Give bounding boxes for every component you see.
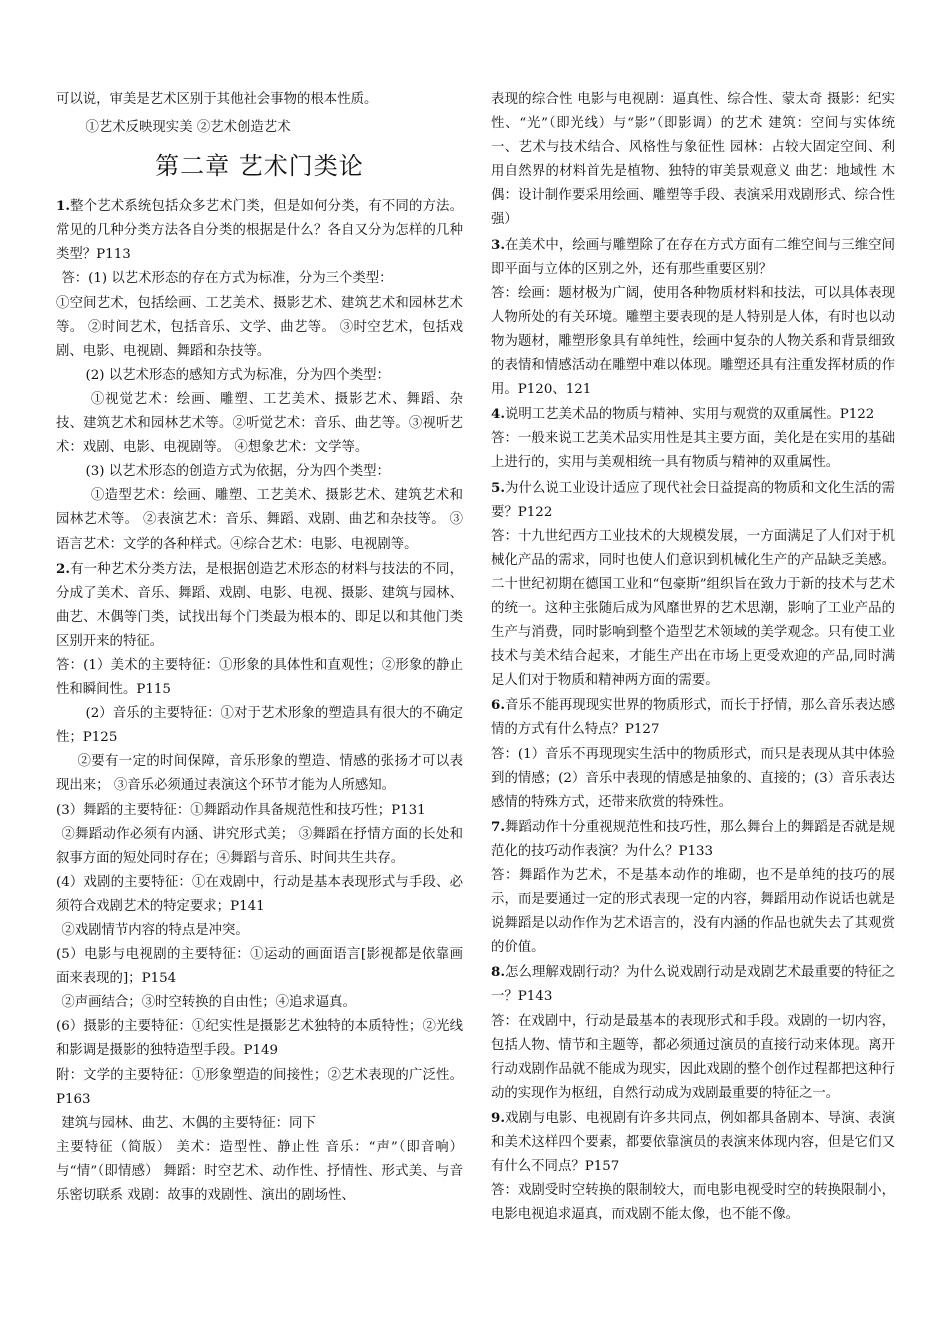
answer-2-part-7: ②戏剧情节内容的特点是冲突。 — [61, 923, 249, 938]
answer-2-part-11: 附：文学的主要特征：①形象塑造的间接性；②艺术表现的广泛性。P163 — [56, 1067, 463, 1107]
question-4 — [491, 402, 895, 427]
question-number: 9. — [491, 1109, 505, 1126]
answer-2-continued: 表现的综合性 电影与电视剧：逼真性、综合性、蒙太奇 摄影：纪实性、“光”（即光线）与“影”（即影调）的艺术 建筑：空间与实体统一、艺术与技术结合、风格性与象征性 园林：占较大固定空间、利用自然界的材料首先是植物、独特的审美景观意义 曲艺：地域性 木偶：设计制作要采用绘画、雕塑等手段、表演采用戏剧形式、综合性强） — [491, 92, 895, 228]
question-number: 2. — [56, 560, 70, 577]
left-column — [56, 88, 463, 1208]
question-7 — [491, 815, 895, 864]
question-number: 8. — [491, 964, 505, 981]
answer-2-part-2: (2）音乐的主要特征：①对于艺术形象的塑造具有很大的不确定性；P125 — [56, 706, 463, 746]
answer-8: 答：在戏剧中，行动是最基本的表现形式和手段。戏剧的一切内容，包括人物、情节和主题等，都必须通过演员的直接行动来体现。离开行动戏剧作品就不能成为现实，因此戏剧的整个创作过程都把这种行动的实现作为枢纽，自然行动成为戏剧最重要的特征之一。 — [491, 1013, 895, 1101]
question-text: 怎么理解戏剧行动？为什么说戏剧行动是戏剧艺术最重要的特征之一？P143 — [491, 965, 895, 1005]
question-number: 1. — [56, 198, 70, 215]
answer-2-part-12: 建筑与园林、曲艺、木偶的主要特征：同下 — [61, 1115, 316, 1131]
intro-points: ①艺术反映现实美 ②艺术创造艺术 — [85, 120, 291, 136]
answer-2-part-3: ②要有一定的时间保障，音乐形象的塑造、情感的张扬才可以表现出来； ③音乐必须通过表演这个环节才能为人所感知。 — [56, 754, 463, 794]
answer-1-part-1: 答：(1) 以艺术形态的存在方式为标准，分为三个类型： — [61, 271, 393, 287]
answer-2-part-5: ②舞蹈动作必须有内涵、讲究形式美； ③舞蹈在抒情方面的长处和叙事方面的短处同时存在；④舞蹈与音乐、时间共生共存。 — [56, 826, 463, 866]
question-text: 为什么说工业设计适应了现代社会日益提高的物质和文化生活的需要？P122 — [491, 480, 895, 520]
question-6 — [491, 693, 895, 742]
question-number: 6. — [491, 697, 505, 714]
question-text: 整个艺术系统包括众多艺术门类，但是如何分类，有不同的方法。常见的几种分类方法各自分类的根据是什么？各自又分为怎样的几种类型？P113 — [56, 199, 463, 263]
right-column — [491, 88, 895, 1227]
answer-6: 答：(1）音乐不再现现实生活中的物质形式，而只是表现从其中体验到的情感；(2）音乐中表现的情感是抽象的、直接的；(3）音乐表达感情的特殊方式，还带来欣赏的特殊性。 — [491, 746, 895, 810]
question-text: 说明工艺美术品的物质与精神、实用与观赏的双重属性。P122 — [504, 407, 875, 423]
answer-2-part-6: (4）戏剧的主要特征：①在戏剧中，行动是基本表现形式与手段、必须符合戏剧艺术的特定要求；P141 — [56, 874, 463, 914]
answer-2-part-4: (3）舞蹈的主要特征：①舞蹈动作具备规范性和技巧性；P131 — [56, 802, 426, 818]
answer-2-part-8: (5）电影与电视剧的主要特征：①运动的画面语言[影视都是依靠画面来表现的]；P154 — [56, 947, 463, 987]
question-8 — [491, 960, 895, 1009]
answer-4: 答：一般来说工艺美术品实用性是其主要方面，美化是在实用的基础上进行的，实用与美观相统一具有物质与精神的双重属性。 — [491, 431, 895, 471]
question-number: 4. — [491, 406, 505, 423]
answer-7: 答：舞蹈作为艺术，不是基本动作的堆砌，也不是单纯的技巧的展示，而是要通过一定的形式表现一定的内容，舞蹈用动作说话也就是说舞蹈是以动作作为艺术语言的，没有内涵的作品也就失去了其观赏的价值。 — [491, 868, 895, 956]
answer-1-part-5: (3) 以艺术形态的创造方式为依据，分为四个类型： — [85, 464, 390, 480]
answer-1-part-3: (2) 以艺术形态的感知方式为标准，分为四个类型： — [85, 367, 390, 383]
question-number: 7. — [491, 818, 505, 835]
answer-2-part-13: 主要特征（简版） 美术：造型性、静止性 音乐：“声”（即音响）与“情”（即情感） 舞蹈：时空艺术、动作性、抒情性、形式美、与音乐密切联系 戏剧：故事的戏剧性、演出的剧场性、 — [56, 1139, 463, 1204]
chapter-title: 第二章 艺术门类论 — [155, 152, 364, 181]
question-text: 舞蹈动作十分重视规范性和技巧性，那么舞台上的舞蹈是否就是规范化的技巧动作表演？为什么？P133 — [491, 819, 895, 859]
answer-9: 答：戏剧受时空转换的限制较大，而电影电视受时空的转换限制小，电影电视追求逼真，而戏剧不能太像，也不能不像。 — [491, 1183, 895, 1223]
question-1 — [56, 194, 463, 267]
question-number: 3. — [491, 236, 505, 253]
question-text: 在美术中，绘画与雕塑除了在存在方式方面有二维空间与三维空间即平面与立体的区别之外，还有那些重要区别？ — [491, 237, 895, 277]
question-9 — [491, 1106, 895, 1179]
question-2 — [56, 557, 463, 654]
answer-2-part-9: ②声画结合；③时空转换的自由性；④追求逼真。 — [61, 995, 356, 1011]
question-number: 5. — [491, 479, 505, 496]
question-text: 音乐不能再现现实世界的物质形式，而长于抒情，那么音乐表达感情的方式有什么特点？P127 — [491, 698, 895, 738]
answer-3: 答：绘画：题材极为广阔，使用各种物质材料和技法，可以具体表现人物所处的有关环境。雕塑主要表现的是人特别是人体，有时也以动物为题材，雕塑形象具有单纯性，绘画中复杂的人物关系和背景细致的表情和情感活动在雕塑中难以体现。雕塑还具有注重发挥材质的作用。P120、121 — [491, 285, 895, 398]
answer-1-part-6: ①造型艺术：绘画、雕塑、工艺美术、摄影艺术、建筑艺术和园林艺术等。 ②表演艺术：音乐、舞蹈、戏剧、曲艺和杂技等。 ③语言艺术：文学的各种样式。④综合艺术：电影、电视剧等。 — [56, 488, 463, 552]
question-5 — [491, 476, 895, 525]
answer-1-part-4: ①视觉艺术：绘画、雕塑、工艺美术、摄影艺术、舞蹈、杂技、建筑艺术和园林艺术等。②听觉艺术：音乐、曲艺等。③视听艺术：戏剧、电影、电视剧等。 ④想象艺术：文学等。 — [56, 391, 463, 456]
question-text: 有一种艺术分类方法，是根据创造艺术形态的材料与技法的不同，分成了美术、音乐、舞蹈、戏剧、电影、电视、摄影、建筑与园林、曲艺、木偶等门类，试找出每个门类最为根本的、即足以和其他门类区别开来的特征。 — [56, 561, 463, 649]
answer-2-part-1: 答：(1）美术的主要特征：①形象的具体性和直观性；②形象的静止性和瞬间性。P115 — [56, 657, 463, 698]
question-text: 戏剧与电影、电视剧有许多共同点，例如都具备剧本、导演、表演和美术这样四个要素，都要依靠演员的表演来体现内容，但是它们又有什么不同点？P157 — [491, 1110, 895, 1175]
answer-2-part-10: (6）摄影的主要特征：①纪实性是摄影艺术独特的本质特性；②光线和影调是摄影的独特造型手段。P149 — [56, 1019, 463, 1059]
intro-text: 可以说，审美是艺术区别于其他社会事物的根本性质。 — [56, 92, 378, 107]
answer-5: 答：十九世纪西方工业技术的大规模发展，一方面满足了人们对于机械化产品的需求，同时也使人们意识到机械化生产的产品缺乏美感。二十世纪初期在德国工业和“包豪斯”组织旨在致力于新的技术与艺术的统一。这种主张随后成为风靡世界的艺术思潮，影响了工业产品的生产与消费，同时影响到整个造型艺术领域的美学观念。只有使工业技术与美术结合起来，才能生产出在市场上更受欢迎的产品,同时满足人们对于物质和精神两方面的需要。 — [491, 528, 895, 689]
question-3 — [491, 233, 895, 282]
answer-1-part-2: ①空间艺术，包括绘画、工艺美术、摄影艺术、建筑艺术和园林艺术等。 ②时间艺术，包括音乐、文学、曲艺等。 ③时空艺术，包括戏剧、电影、电视剧、舞蹈和杂技等。 — [56, 295, 463, 359]
